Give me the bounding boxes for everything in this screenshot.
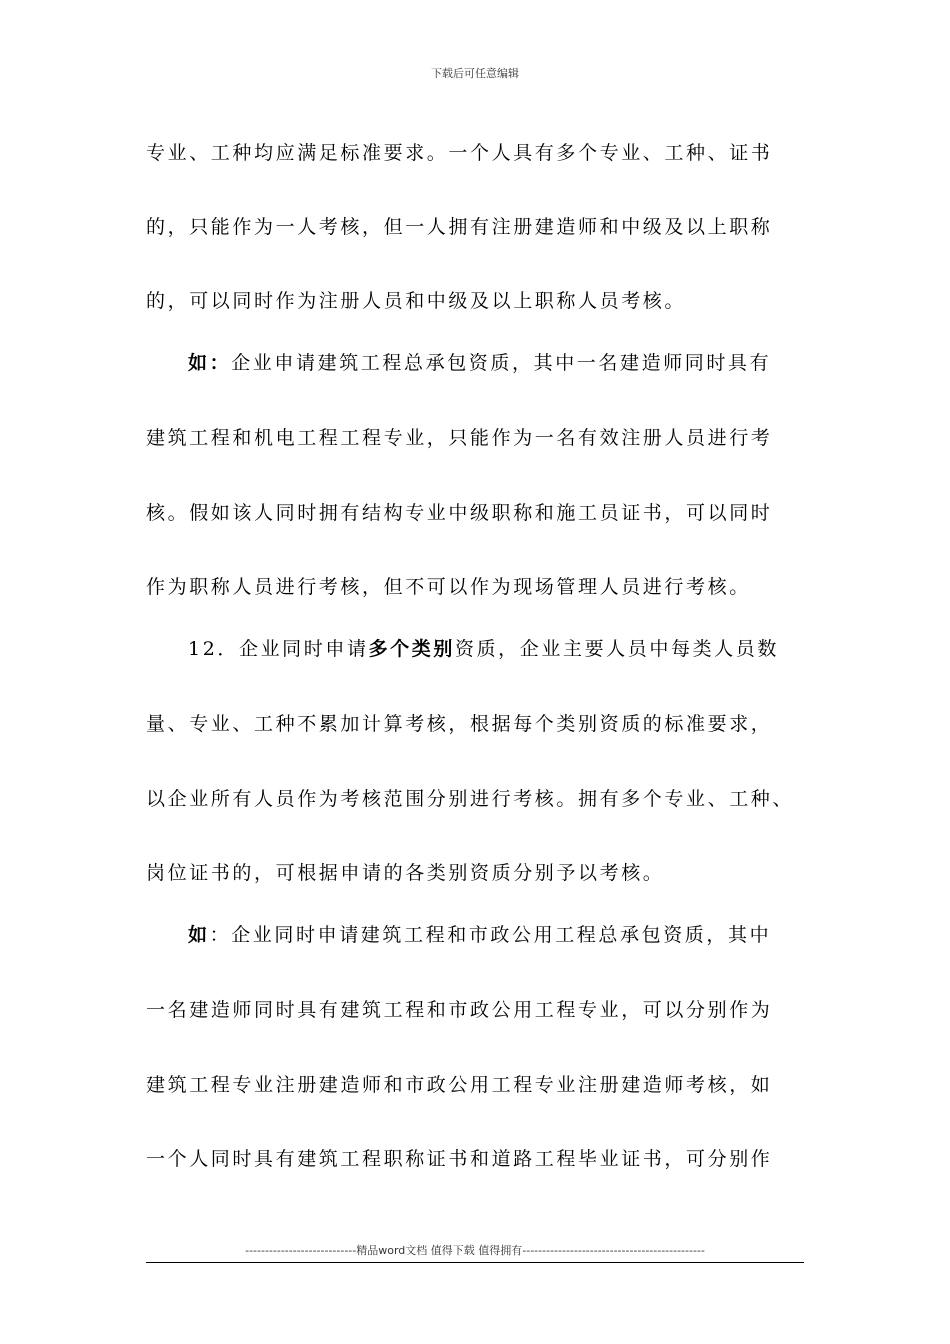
line-bold: 如： xyxy=(188,352,232,374)
footer-divider xyxy=(146,1262,804,1263)
line-text: 以企业所有人员作为考核范围分别进行考核。拥有多个专业、工种、 xyxy=(146,788,795,810)
text-line-2 xyxy=(146,214,816,240)
line-bold: 如 xyxy=(188,924,210,946)
line-text: 资质，企业主要人员中每类人员数 xyxy=(454,638,779,660)
line-text: 一个人同时具有建筑工程职称证书和道路工程毕业证书，可分别作 xyxy=(146,1148,773,1170)
text-line-4 xyxy=(146,350,858,376)
line-text: 量、专业、工种不累加计算考核，根据每个类别资质的标准要求， xyxy=(146,713,773,735)
text-line-9 xyxy=(146,711,816,737)
text-line-3 xyxy=(146,288,816,314)
line-text: 岗位证书的，可根据申请的各类别资质分别予以考核。 xyxy=(146,862,665,884)
text-line-14 xyxy=(146,1072,816,1098)
line-text: 的，可以同时作为注册人员和中级及以上职称人员考核。 xyxy=(146,290,687,312)
text-line-7 xyxy=(146,574,816,600)
line-text: 的，只能作为一人考核，但一人拥有注册建造师和中级及以上职称 xyxy=(146,216,773,238)
text-line-1 xyxy=(146,140,816,166)
line-text: 建筑工程和机电工程工程专业，只能作为一名有效注册人员进行考 xyxy=(146,427,773,449)
text-line-11 xyxy=(146,860,816,886)
text-line-15 xyxy=(146,1146,816,1172)
line-text: 专业、工种均应满足标准要求。一个人具有多个专业、工种、证书 xyxy=(146,142,773,164)
line-bold: 多个类别 xyxy=(368,638,455,660)
line-text: ：企业同时申请建筑工程和市政公用工程总承包资质，其中 xyxy=(209,924,772,946)
line-text: 一名建造师同时具有建筑工程和市政公用工程专业，可以分别作为 xyxy=(146,999,773,1021)
text-line-6 xyxy=(146,500,816,526)
line-text: 核。假如该人同时拥有结构专业中级职称和施工员证书，可以同时 xyxy=(146,502,773,524)
page-footer: ----------------------------精品word文档 值得下载 值得拥有---------------------------------------------- xyxy=(245,1244,705,1257)
text-line-10 xyxy=(146,786,816,812)
text-line-13 xyxy=(146,997,816,1023)
line-text: 作为职称人员进行考核，但不可以作为现场管理人员进行考核。 xyxy=(146,576,751,598)
text-line-5 xyxy=(146,425,816,451)
page-header: 下载后可任意编辑 xyxy=(431,67,519,80)
line-text: 企业申请建筑工程总承包资质，其中一名建造师同时具有 xyxy=(231,352,772,374)
text-line-12 xyxy=(146,922,858,948)
text-line-8 xyxy=(146,636,858,662)
line-prefix: 12．企业同时申请 xyxy=(188,638,369,660)
line-text: 建筑工程专业注册建造师和市政公用工程专业注册建造师考核，如 xyxy=(146,1074,773,1096)
